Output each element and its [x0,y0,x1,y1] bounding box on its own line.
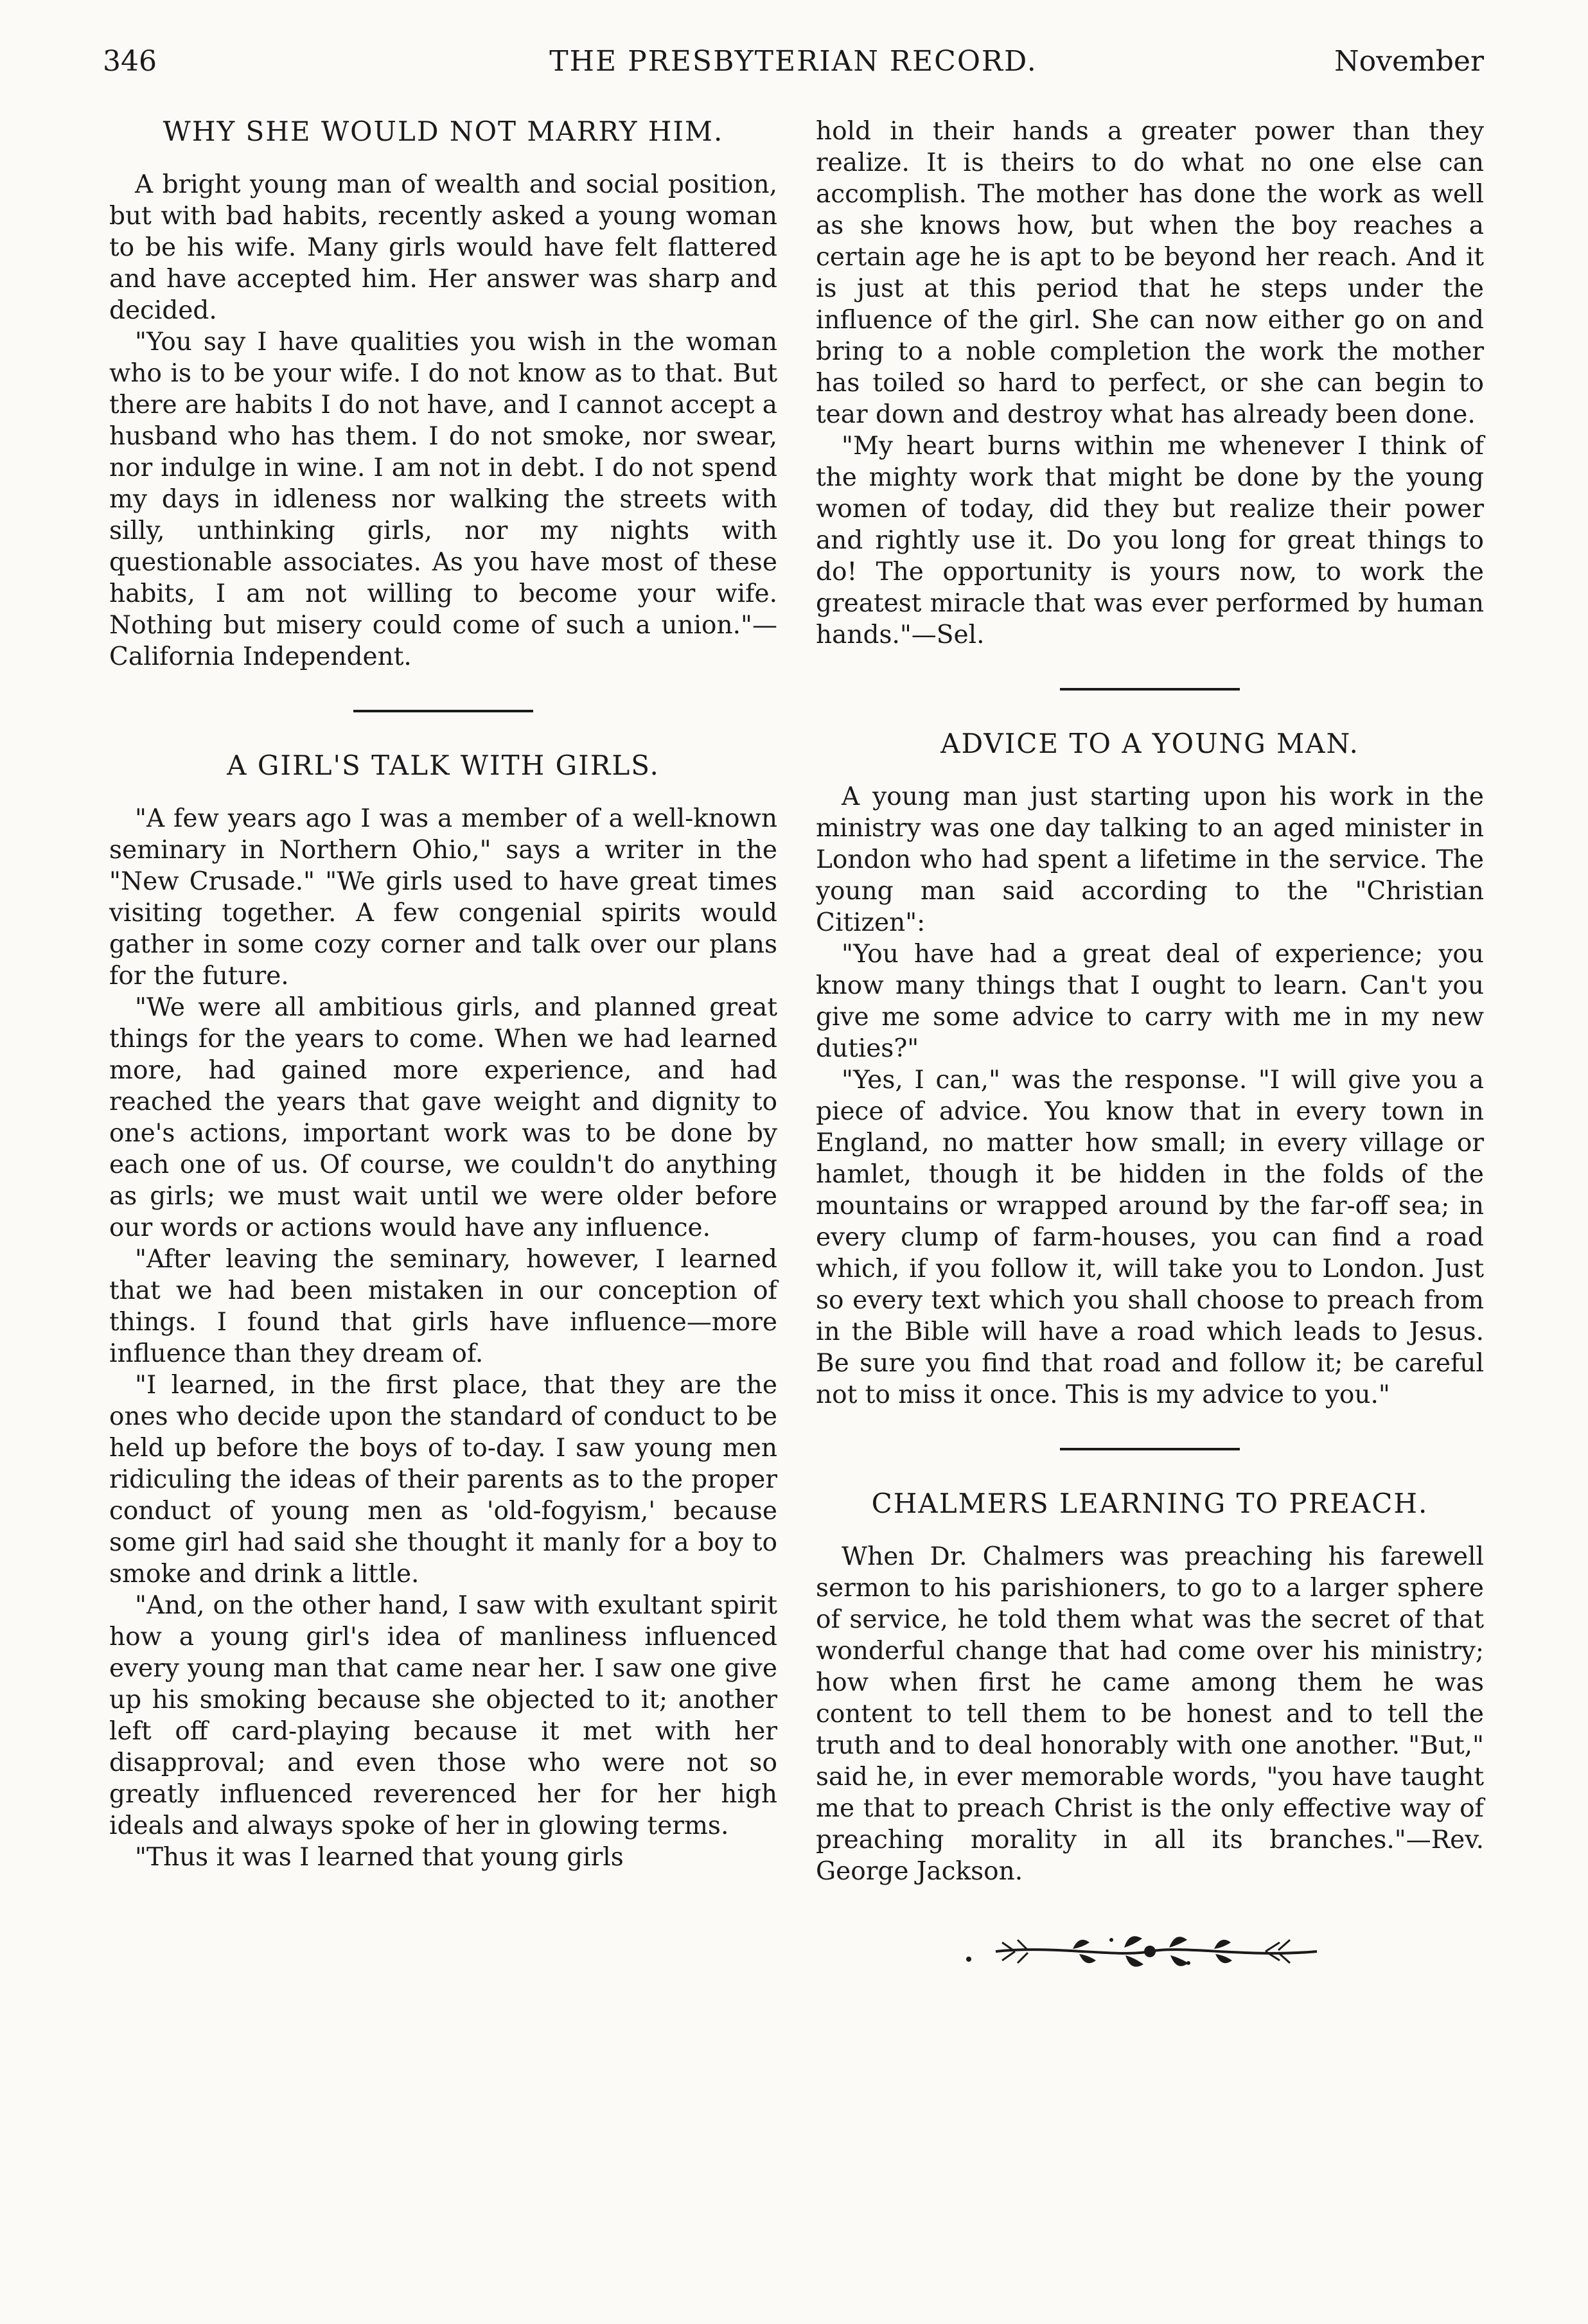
article-paragraph: "Yes, I can," was the response. "I will give you a piece of advice. You know that in every town in England, no matter how small; in every village or hamlet, though it be hidden in the folds of the mountains or wrapped around by the far-off sea; in every clump of farm-houses, you can find a road which, if you follow it, will take you to London. Just so every text which you shall choose to preach from in the Bible will have a road which leads to Jesus. Be sure you find that road and follow it; be careful not to miss it once. This is my advice to you." [816,1066,1484,1409]
page-header [103,45,1484,90]
article-paragraph: "You have had a great deal of experience; you know many things that I ought to learn. Can't you give me some advice to carry with me in my new duties?" [816,940,1484,1063]
article-paragraph: "My heart burns within me whenever I think of the mighty work that might be done by the young women of today, did they but realize their power and rightly use it. Do you long for great things to do! The opportunity is yours now, to work the greatest miracle that was ever performed by human hands."—Sel. [816,432,1484,649]
article-title-advice-to-a-young-man: ADVICE TO A YOUNG MAN. [940,728,1359,759]
section-divider [1060,1448,1240,1450]
left-column [109,116,777,1873]
page-number: 346 [103,45,157,78]
right-column [816,116,1484,1977]
article-paragraph: A young man just starting upon his work in the ministry was one day talking to an aged minister in London who had spent a lifetime in the service. The young man said according to the "Christian Citizen": [816,782,1484,937]
article-paragraph-continued: hold in their hands a greater power than they realize. It is theirs to do what no one else can accomplish. The mother has done the work as well as she knows how, but when the boy reaches a certain age he is apt to be beyond her reach. And it is just at this period that he steps under the influence of the girl. She can now either go on and bring to a noble completion the work the mother has toiled so hard to perfect, or she can begin to tear down and destroy what has already been done. [816,117,1484,429]
article-paragraph: A bright young man of wealth and social position, but with bad habits, recently asked a young woman to be his wife. Many girls would have felt flattered and have accepted him. Her answer was sharp and decided. [109,170,777,325]
article-paragraph: When Dr. Chalmers was preaching his farewell sermon to his parishioners, to go to a larger sphere of service, he told them what was the secret of that wonderful change that had come over his ministry; how when first he came among them he was content to tell them to be honest and to tell the truth and to deal honorably with one another. "But," said he, in ever memorable words, "you have taught me that to preach Christ is the only effective way of preaching morality in all its branches."—Rev. George Jackson. [816,1542,1484,1886]
article-title-a-girls-talk-with-girls: A GIRL'S TALK WITH GIRLS. [227,750,660,781]
issue-month: November [1334,45,1484,78]
masthead: THE PRESBYTERIAN RECORD. [549,45,1037,78]
article-title-chalmers-learning-to-preach: CHALMERS LEARNING TO PREACH. [871,1488,1429,1519]
article-paragraph: "I learned, in the first place, that they are the ones who decide upon the standard of conduct to be held up before the boys of to-day. I saw young men ridiculing the ideas of their parents as to the proper conduct of young men as 'old-fogyism,' because some girl had said she thought it manly for a boy to smoke and drink a little. [109,1371,777,1589]
article-paragraph: "After leaving the seminary, however, I learned that we had been mistaken in our conception of things. I found that girls have influence—more influence than they dream of. [109,1245,777,1368]
article-paragraph: "And, on the other hand, I saw with exultant spirit how a young girl's idea of manliness influenced every young man that came near her. I saw one give up his smoking because she objected to it; another left off card-playing because it met with her disapproval; and even those who were not so greatly influenced reverenced her for her high ideals and always spoke of her in glowing terms. [109,1591,777,1840]
article-title-why-she-would-not-marry-him: WHY SHE WOULD NOT MARRY HIM. [163,116,724,147]
article-paragraph: "You say I have qualities you wish in the woman who is to be your wife. I do not know as to that. But there are habits I do not have, and I cannot accept a husband who has them. I do not smoke, nor swear, nor indulge in wine. I am not in debt. I do not spend my days in idleness nor walking the streets with silly, unthinking girls, nor my nights with questionable associates. As you have most of these habits, I am not willing to become your wife. Nothing but misery could come of such a union."—California Independent. [109,328,777,671]
article-paragraph: "Thus it was I learned that young girls [135,1843,624,1872]
article-paragraph: "A few years ago I was a member of a well-known seminary in Northern Ohio," says a writer in the "New Crusade." "We girls used to have great times visiting together. A few congenial spirits would gather in some cozy corner and talk over our plans for the future. [109,804,777,990]
floral-vine-ornament-icon [957,1926,1343,1977]
article-paragraph: "We were all ambitious girls, and planned great things for the years to come. When we had learned more, had gained more experience, and had reached the years that gave weight and dignity to one's actions, important work was to be done by each one of us. Of course, we couldn't do anything as girls; we must wait until we were older before our words or actions would have any influence. [109,993,777,1242]
section-divider [353,710,533,712]
section-divider [1060,688,1240,691]
